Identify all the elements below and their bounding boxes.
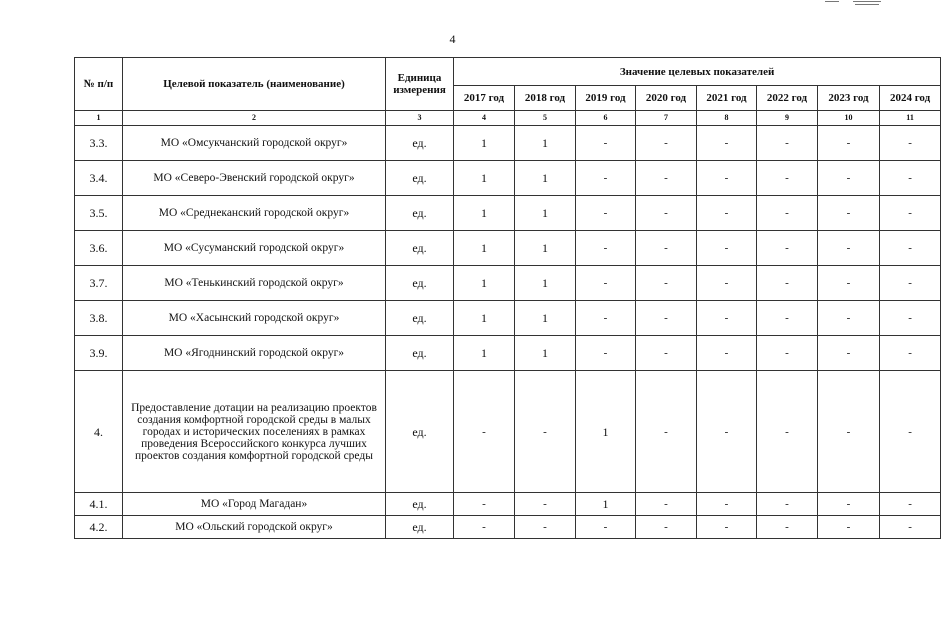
row-number: 3.4. <box>75 161 123 196</box>
value-cell: - <box>697 516 757 539</box>
value-cell: - <box>818 493 880 516</box>
row-number: 3.7. <box>75 266 123 301</box>
unit-cell: ед. <box>386 371 454 493</box>
column-number: 3 <box>386 111 454 126</box>
value-cell: - <box>515 516 576 539</box>
unit-cell: ед. <box>386 231 454 266</box>
row-number: 3.9. <box>75 336 123 371</box>
value-cell: 1 <box>515 266 576 301</box>
value-cell: - <box>880 231 941 266</box>
indicator-name: МО «Ольский городской округ» <box>123 516 386 539</box>
value-cell: - <box>697 301 757 336</box>
table-row <box>75 161 941 196</box>
column-number: 10 <box>818 111 880 126</box>
value-cell: - <box>880 266 941 301</box>
indicator-name: МО «Ягоднинский городской округ» <box>123 336 386 371</box>
value-cell: - <box>880 126 941 161</box>
value-cell: - <box>818 301 880 336</box>
value-cell: - <box>576 196 636 231</box>
value-cell: - <box>757 301 818 336</box>
value-cell: - <box>757 126 818 161</box>
value-cell: - <box>636 266 697 301</box>
value-cell: 1 <box>515 336 576 371</box>
unit-cell: ед. <box>386 493 454 516</box>
value-cell: - <box>880 493 941 516</box>
value-cell: - <box>697 231 757 266</box>
value-cell: - <box>757 266 818 301</box>
header-values-group: Значение целевых показателей <box>454 58 941 86</box>
value-cell: - <box>697 196 757 231</box>
unit-cell: ед. <box>386 336 454 371</box>
value-cell: - <box>818 336 880 371</box>
table-row <box>75 126 941 161</box>
value-cell: - <box>757 493 818 516</box>
value-cell: - <box>576 161 636 196</box>
page-number: 4 <box>449 32 456 46</box>
unit-cell: ед. <box>386 266 454 301</box>
table-row <box>75 196 941 231</box>
value-cell: - <box>576 266 636 301</box>
header-year: 2024 год <box>880 86 941 111</box>
header-num: № п/п <box>75 58 123 111</box>
value-cell: - <box>757 231 818 266</box>
value-cell: - <box>454 516 515 539</box>
indicator-name: Предоставление дотации на реализацию проектов создания комфортной городской среды в малых городах и исторических поселениях в рамках проведения Всероссийского конкурса лучших проектов создания комфортной городской среды <box>123 371 386 493</box>
header-unit: Единица измерения <box>386 58 454 111</box>
row-number: 3.8. <box>75 301 123 336</box>
row-number: 3.6. <box>75 231 123 266</box>
indicator-name: МО «Тенькинский городской округ» <box>123 266 386 301</box>
value-cell: - <box>576 336 636 371</box>
value-cell: - <box>454 493 515 516</box>
value-cell: 1 <box>454 336 515 371</box>
table-row <box>75 231 941 266</box>
indicator-name: МО «Омсукчанский городской округ» <box>123 126 386 161</box>
value-cell: - <box>636 196 697 231</box>
value-cell: - <box>636 336 697 371</box>
value-cell: - <box>880 336 941 371</box>
indicator-name: МО «Среднеканский городской округ» <box>123 196 386 231</box>
value-cell: - <box>636 161 697 196</box>
value-cell: 1 <box>576 493 636 516</box>
value-cell: - <box>515 493 576 516</box>
value-cell: 1 <box>515 301 576 336</box>
table-row <box>75 301 941 336</box>
column-number: 4 <box>454 111 515 126</box>
value-cell: - <box>697 336 757 371</box>
target-indicators-table <box>74 57 941 539</box>
value-cell: - <box>697 493 757 516</box>
value-cell: - <box>576 301 636 336</box>
value-cell: - <box>818 161 880 196</box>
value-cell: - <box>818 266 880 301</box>
unit-cell: ед. <box>386 196 454 231</box>
table-row <box>75 336 941 371</box>
indicator-name: МО «Сусуманский городской округ» <box>123 231 386 266</box>
column-number: 2 <box>123 111 386 126</box>
header-year: 2021 год <box>697 86 757 111</box>
row-number: 3.3. <box>75 126 123 161</box>
table-row <box>75 266 941 301</box>
value-cell: - <box>880 301 941 336</box>
header-year: 2023 год <box>818 86 880 111</box>
row-number: 4. <box>75 371 123 493</box>
value-cell: 1 <box>515 196 576 231</box>
value-cell: - <box>880 371 941 493</box>
value-cell: 1 <box>454 266 515 301</box>
value-cell: 1 <box>454 161 515 196</box>
indicator-name: МО «Город Магадан» <box>123 493 386 516</box>
value-cell: 1 <box>454 231 515 266</box>
row-number: 3.5. <box>75 196 123 231</box>
table-row <box>75 493 941 516</box>
value-cell: 1 <box>515 126 576 161</box>
value-cell: - <box>818 231 880 266</box>
value-cell: - <box>697 161 757 196</box>
column-number: 9 <box>757 111 818 126</box>
value-cell: - <box>697 266 757 301</box>
header-year: 2017 год <box>454 86 515 111</box>
indicator-name: МО «Северо-Эвенский городской округ» <box>123 161 386 196</box>
value-cell: - <box>818 196 880 231</box>
value-cell: - <box>757 371 818 493</box>
value-cell: - <box>636 126 697 161</box>
header-year: 2022 год <box>757 86 818 111</box>
value-cell: - <box>576 516 636 539</box>
value-cell: - <box>818 126 880 161</box>
table-row <box>75 371 941 493</box>
value-cell: - <box>880 196 941 231</box>
column-number: 1 <box>75 111 123 126</box>
indicator-name: МО «Хасынский городской округ» <box>123 301 386 336</box>
value-cell: - <box>636 371 697 493</box>
row-number: 4.1. <box>75 493 123 516</box>
value-cell: 1 <box>454 126 515 161</box>
header-year: 2018 год <box>515 86 576 111</box>
unit-cell: ед. <box>386 126 454 161</box>
value-cell: 1 <box>454 196 515 231</box>
column-number: 7 <box>636 111 697 126</box>
value-cell: - <box>818 371 880 493</box>
value-cell: - <box>636 231 697 266</box>
value-cell: 1 <box>454 301 515 336</box>
value-cell: - <box>880 161 941 196</box>
value-cell: - <box>576 126 636 161</box>
value-cell: 1 <box>515 161 576 196</box>
value-cell: - <box>818 516 880 539</box>
column-number: 11 <box>880 111 941 126</box>
value-cell: 1 <box>576 371 636 493</box>
header-year: 2020 год <box>636 86 697 111</box>
table-row <box>75 516 941 539</box>
value-cell: - <box>515 371 576 493</box>
value-cell: - <box>576 231 636 266</box>
column-number: 5 <box>515 111 576 126</box>
value-cell: - <box>757 196 818 231</box>
row-number: 4.2. <box>75 516 123 539</box>
unit-cell: ед. <box>386 161 454 196</box>
value-cell: - <box>454 371 515 493</box>
value-cell: - <box>636 516 697 539</box>
column-number: 8 <box>697 111 757 126</box>
value-cell: - <box>880 516 941 539</box>
value-cell: - <box>636 301 697 336</box>
scan-marks <box>825 0 885 8</box>
value-cell: - <box>757 161 818 196</box>
value-cell: - <box>757 516 818 539</box>
unit-cell: ед. <box>386 516 454 539</box>
value-cell: - <box>636 493 697 516</box>
value-cell: - <box>697 126 757 161</box>
value-cell: 1 <box>515 231 576 266</box>
header-indicator: Целевой показатель (наименование) <box>123 58 386 111</box>
header-year: 2019 год <box>576 86 636 111</box>
value-cell: - <box>697 371 757 493</box>
unit-cell: ед. <box>386 301 454 336</box>
value-cell: - <box>757 336 818 371</box>
column-number: 6 <box>576 111 636 126</box>
